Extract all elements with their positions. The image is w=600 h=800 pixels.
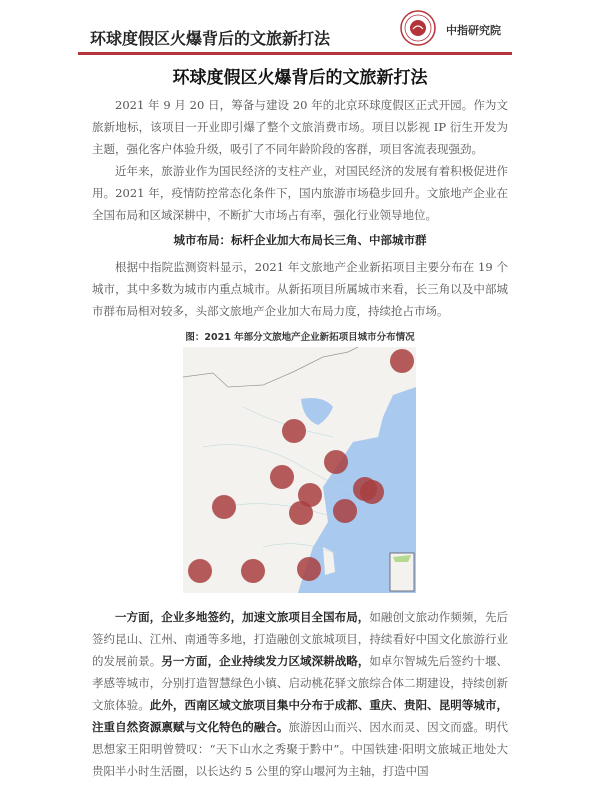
org-logo-icon xyxy=(400,10,436,46)
bold-text-run: 此外，西南区域文旅项目集中分布于成都、重庆、贵阳、昆明等城市，注重自然资源禀赋与文化特色的融合。 xyxy=(92,698,509,734)
city-marker xyxy=(289,501,313,525)
section-paragraph: 根据中指院监测资料显示，2021 年文旅地产企业新拓项目主要分布在 19 个城市，其中多数为城市内重点城市。从新拓项目所属城市来看，长三角以及中部城市群布局相对较多，头部文旅地产企业加大布局力度，持续抢占市场。 xyxy=(92,260,508,318)
city-marker xyxy=(282,419,306,443)
text-run: 如融创文旅动作频频，先后签约昆山、江州、南通等多地，打造融创文旅城项目，持续看好中国文化旅游行业的发展前景。 xyxy=(92,610,509,668)
city-marker xyxy=(297,557,321,581)
city-marker xyxy=(333,499,357,523)
city-marker xyxy=(241,559,265,583)
china-city-map xyxy=(183,347,416,593)
city-marker xyxy=(324,450,348,474)
section-heading: 城市布局：标杆企业加大布局长三角、中部城市群 xyxy=(173,233,427,247)
city-marker xyxy=(360,480,384,504)
text-run: 旅游因山而兴、因水而灵、因文而盛。明代思想家王阳明曾赞叹：“天下山水之秀聚于黔中”。中国铁建·阳明文旅城正地处大贵阳半小时生活圈，以长达约 5 公里的穿山堰河为主轴，打造中国 xyxy=(92,720,509,778)
text-run: 如卓尔智城先后签约十堰、孝感等城市，分别打造智慧绿色小镇、启动桃花驿文旅综合体二期建设，持续创新文旅体验。 xyxy=(92,654,509,712)
header-title: 环球度假区火爆背后的文旅新打法 xyxy=(90,29,331,48)
bold-text-run: 另一方面，企业持续发力区域深耕战略， xyxy=(161,654,370,668)
city-marker xyxy=(212,495,236,519)
city-marker xyxy=(188,559,212,583)
paragraph-2: 近年来，旅游业作为国民经济的支柱产业，对国民经济的发展有着积极促进作用。2021 年，疫情防控常态化条件下，国内旅游市场稳步回升。文旅地产企业在全国布局和区域深耕中，不断扩大市场占有率，强化行业领导地位。 xyxy=(92,164,508,222)
header-divider xyxy=(78,52,512,55)
city-marker xyxy=(390,349,414,373)
paragraph-final xyxy=(92,606,508,782)
org-name: 中指研究院 xyxy=(446,24,501,37)
figure-caption: 图：2021 年部分文旅地产企业新拓项目城市分布情况 xyxy=(185,332,415,343)
paragraph-1: 2021 年 9 月 20 日，筹备与建设 20 年的北京环球度假区正式开园。作为文旅新地标，该项目一开业即引爆了整个文旅消费市场。项目以影视 IP 衍生开发为主题，强化客户体验升级，吸引了不同年龄阶段的客群，项目客流表现强劲。 xyxy=(92,98,508,156)
city-marker xyxy=(270,465,294,489)
page-title: 环球度假区火爆背后的文旅新打法 xyxy=(172,68,428,88)
bold-text-run: 一方面，企业多地签约，加速文旅项目全国布局， xyxy=(115,610,370,624)
